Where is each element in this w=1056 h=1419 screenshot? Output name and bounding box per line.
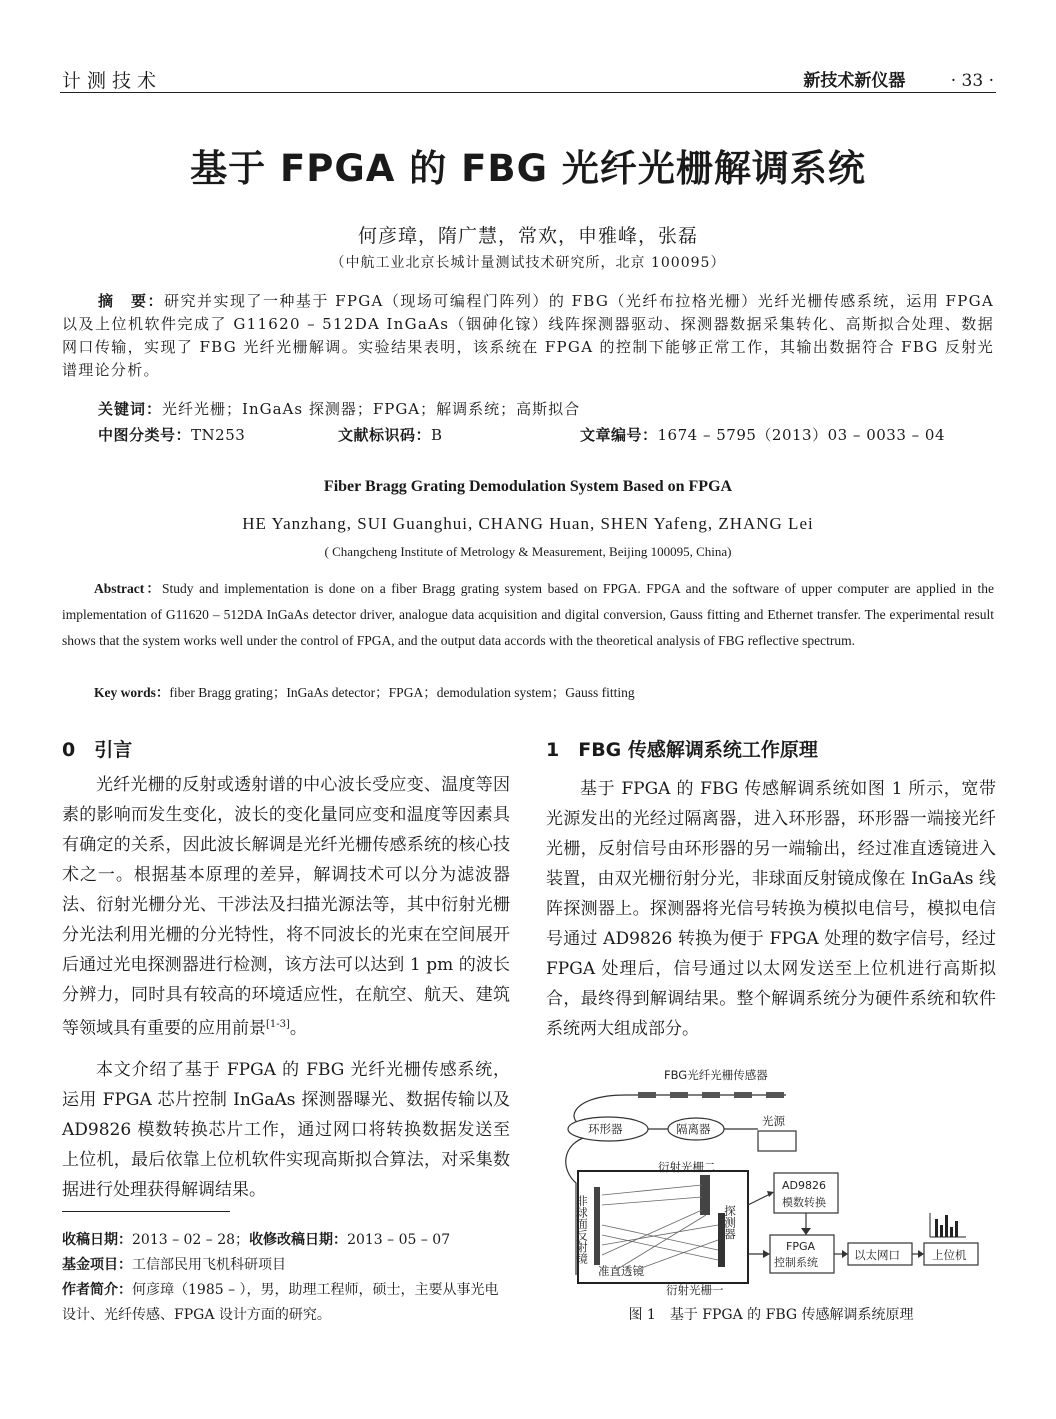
en-keywords-text: fiber Bragg grating；InGaAs detector；FPGA；demodulation system；Gauss fitting [169, 685, 635, 700]
cn-keywords [98, 398, 580, 419]
footnote-bio [62, 1278, 510, 1328]
bio-label: 作者简介： [62, 1282, 132, 1298]
cn-abstract-text: 研究并实现了一种基于 FPGA（现场可编程门阵列）的 FBG（光纤布拉格光栅）光纤光栅传感系统，运用 FPGA 以及上位机软件完成了 G11620 – 512DA InGaAs（铟砷化镓）线阵探测器驱动、探测器数据采集转化、高斯拟合处理、数据网口传输，实现了 FBG 光纤光栅解调。实验结果表明，该系统在 FPGA 的控制下能够正常工作，其输出数据符合 FBG 反射光谱理论分析。 [62, 292, 994, 379]
doc-code [338, 424, 443, 445]
cn-keywords-label: 关键词： [98, 400, 163, 418]
header-rule [60, 92, 996, 93]
cn-abstract-label: 摘 要： [98, 292, 164, 310]
lens-label: 准直透镜 [598, 1264, 644, 1278]
spectrum-icon [930, 1213, 966, 1237]
section-0-p1-end: 。 [289, 1018, 307, 1039]
article-authors: 何彦璋，隋广慧，常欢，申雅峰，张磊 [357, 225, 698, 247]
article-affiliation: （中航工业北京长城计量测试技术研究所，北京 100095） [330, 255, 726, 271]
article-number-value: 1674 – 5795（2013）03 – 0033 – 04 [657, 426, 945, 444]
article-number-label: 文章编号： [580, 426, 658, 444]
en-keywords [94, 681, 635, 701]
citation-ref: [1-3] [266, 1019, 290, 1030]
aspheric-mirror [594, 1187, 600, 1265]
footnote-dates [62, 1228, 510, 1253]
fpga-label-1: FPGA [786, 1240, 816, 1253]
arrowhead [801, 1228, 811, 1235]
arrowhead [767, 1191, 774, 1197]
clc-value: TN253 [191, 426, 246, 444]
section-1-paragraph-1: 基于 FPGA 的 FBG 传感解调系统如图 1 所示，宽带光源发出的光经过隔离器，进入环形器，环形器一端接光纤光栅，反射信号由环形器的另一端输出，经过准直透镜进入装置，由双光栅衍射分光，非球面反射镜成像在 InGaAs 线阵探测器上。探测器将光信号转换为模拟电信号，模拟电信号通过 AD9826 转换为便于 FPGA 处理的数字信号，经过 FPGA 处理后，信号通过以太网发送至上位机进行高斯拟合，最终得到解调结果。整个解调系统分为硬件系统和软件系统两大组成部分。 [546, 779, 996, 1039]
footnote-fund [62, 1253, 510, 1278]
fund-label: 基金项目： [62, 1257, 132, 1273]
en-keywords-label: Key words： [94, 685, 170, 700]
fbg-sensor-label: FBG光纤光栅传感器 [664, 1068, 768, 1082]
revised-label: 收修改稿日期： [249, 1232, 348, 1248]
arrowhead [918, 1250, 924, 1258]
grating-1-label: 衍射光栅一 [666, 1283, 724, 1297]
cn-abstract [62, 290, 994, 382]
doc-code-label: 文献标识码： [338, 426, 432, 444]
footnotes [62, 1228, 510, 1328]
section-name: 新技术新仪器 [803, 71, 906, 91]
received-date: 2013 – 02 – 28； [132, 1232, 250, 1248]
section-1-heading: 1 FBG 传感解调系统工作原理 [546, 739, 818, 761]
arrowhead [763, 1250, 770, 1258]
article-title: 基于 FPGA 的 FBG 光纤光栅解调系统 [190, 147, 866, 190]
fpga-label-2: 控制系统 [774, 1256, 818, 1269]
figure-1-caption: 图 1 基于 FPGA 的 FBG 传感解调系统原理 [628, 1307, 914, 1323]
doc-code-value: B [431, 426, 443, 444]
en-title: Fiber Bragg Grating Demodulation System Based on FPGA [323, 478, 733, 495]
arrowhead [842, 1250, 848, 1258]
article-number [580, 424, 945, 445]
en-authors: HE Yanzhang, SUI Guanghui, CHANG Huan, SHEN Yafeng, ZHANG Lei [242, 514, 814, 533]
mirror-label: 非球面反射镜 [575, 1195, 589, 1264]
footnote-rule [62, 1211, 230, 1212]
journal-name: 计测技术 [62, 70, 163, 92]
section-0-paragraph-2: 本文介绍了基于 FPGA 的 FBG 光纤光栅传感系统，运用 FPGA 芯片控制 InGaAs 探测器曝光、数据传输以及 AD9826 模数转换芯片工作，通过网口将转换数据发送至上位机，最后依靠上位机软件实现高斯拟合算法，对采集数据进行处理获得解调结果。 [62, 1060, 510, 1200]
ethernet-label: 以太网口 [854, 1248, 900, 1262]
clc-label: 中图分类号： [98, 426, 192, 444]
grating-2-label: 衍射光栅二 [658, 1160, 716, 1174]
clc-number [98, 424, 245, 445]
pc-label: 上位机 [932, 1248, 967, 1262]
en-abstract-label: Abstract： [94, 581, 163, 596]
light-source-box [758, 1131, 796, 1151]
cn-keywords-text: 光纤光栅；InGaAs 探测器；FPGA；解调系统；高斯拟合 [162, 400, 581, 418]
fund-value: 工信部民用飞机科研项目 [132, 1257, 286, 1273]
en-abstract [62, 576, 994, 654]
circulator-label: 环形器 [588, 1122, 623, 1136]
en-abstract-text: Study and implementation is done on a fiber Bragg grating system based on FPGA. FPGA and the software of upper computer are applied in the implementation of G11620 – 512DA InGaAs detector driver, analogue data acquisition and digital conversion, Gauss fitting and Ethernet transfer. The experimental result shows that the system works well under the control of FPGA, and the output data accords with the theoretical analysis of FBG reflective spectrum. [62, 581, 994, 648]
header-right [803, 66, 994, 91]
revised-date: 2013 – 05 – 07 [347, 1232, 451, 1248]
figure-1-diagram [546, 1065, 996, 1300]
section-0-p1-text: 光纤光栅的反射或透射谱的中心波长受应变、温度等因素的影响而发生变化，波长的变化量同应变和温度等因素具有确定的关系，因此波长解调是光纤光栅传感系统的核心技术之一。根据基本原理的差异，解调技术可以分为滤波器法、衍射光栅分光、干涉法及扫描光源法等，其中衍射光栅分光法利用光栅的分光特性，将不同波长的光束在空间展开后通过光电探测器进行检测，该方法可以达到 1 pm 的波长分辨力，同时具有较高的环境适应性，在航空、航天、建筑等领域具有重要的应用前景 [62, 775, 510, 1039]
section-0-paragraph-1 [62, 770, 510, 1044]
received-label: 收稿日期： [62, 1232, 132, 1248]
light-source-label: 光源 [762, 1114, 785, 1128]
isolator-label: 隔离器 [676, 1122, 711, 1136]
en-affiliation: ( Changcheng Institute of Metrology & Measurement, Beijing 100095, China) [324, 544, 732, 559]
page-number: · 33 · [950, 71, 994, 91]
detector-label: 探测器 [723, 1205, 737, 1240]
adc-label-1: AD9826 [782, 1179, 826, 1192]
grating-2 [700, 1175, 710, 1215]
section-0-heading: 0 引言 [62, 739, 133, 761]
adc-label-2: 模数转换 [782, 1196, 826, 1209]
bio-value: 何彦璋（1985 – ），男，助理工程师，硕士，主要从事光电设计、光纤传感、FPGA 设计方面的研究。 [62, 1282, 499, 1323]
